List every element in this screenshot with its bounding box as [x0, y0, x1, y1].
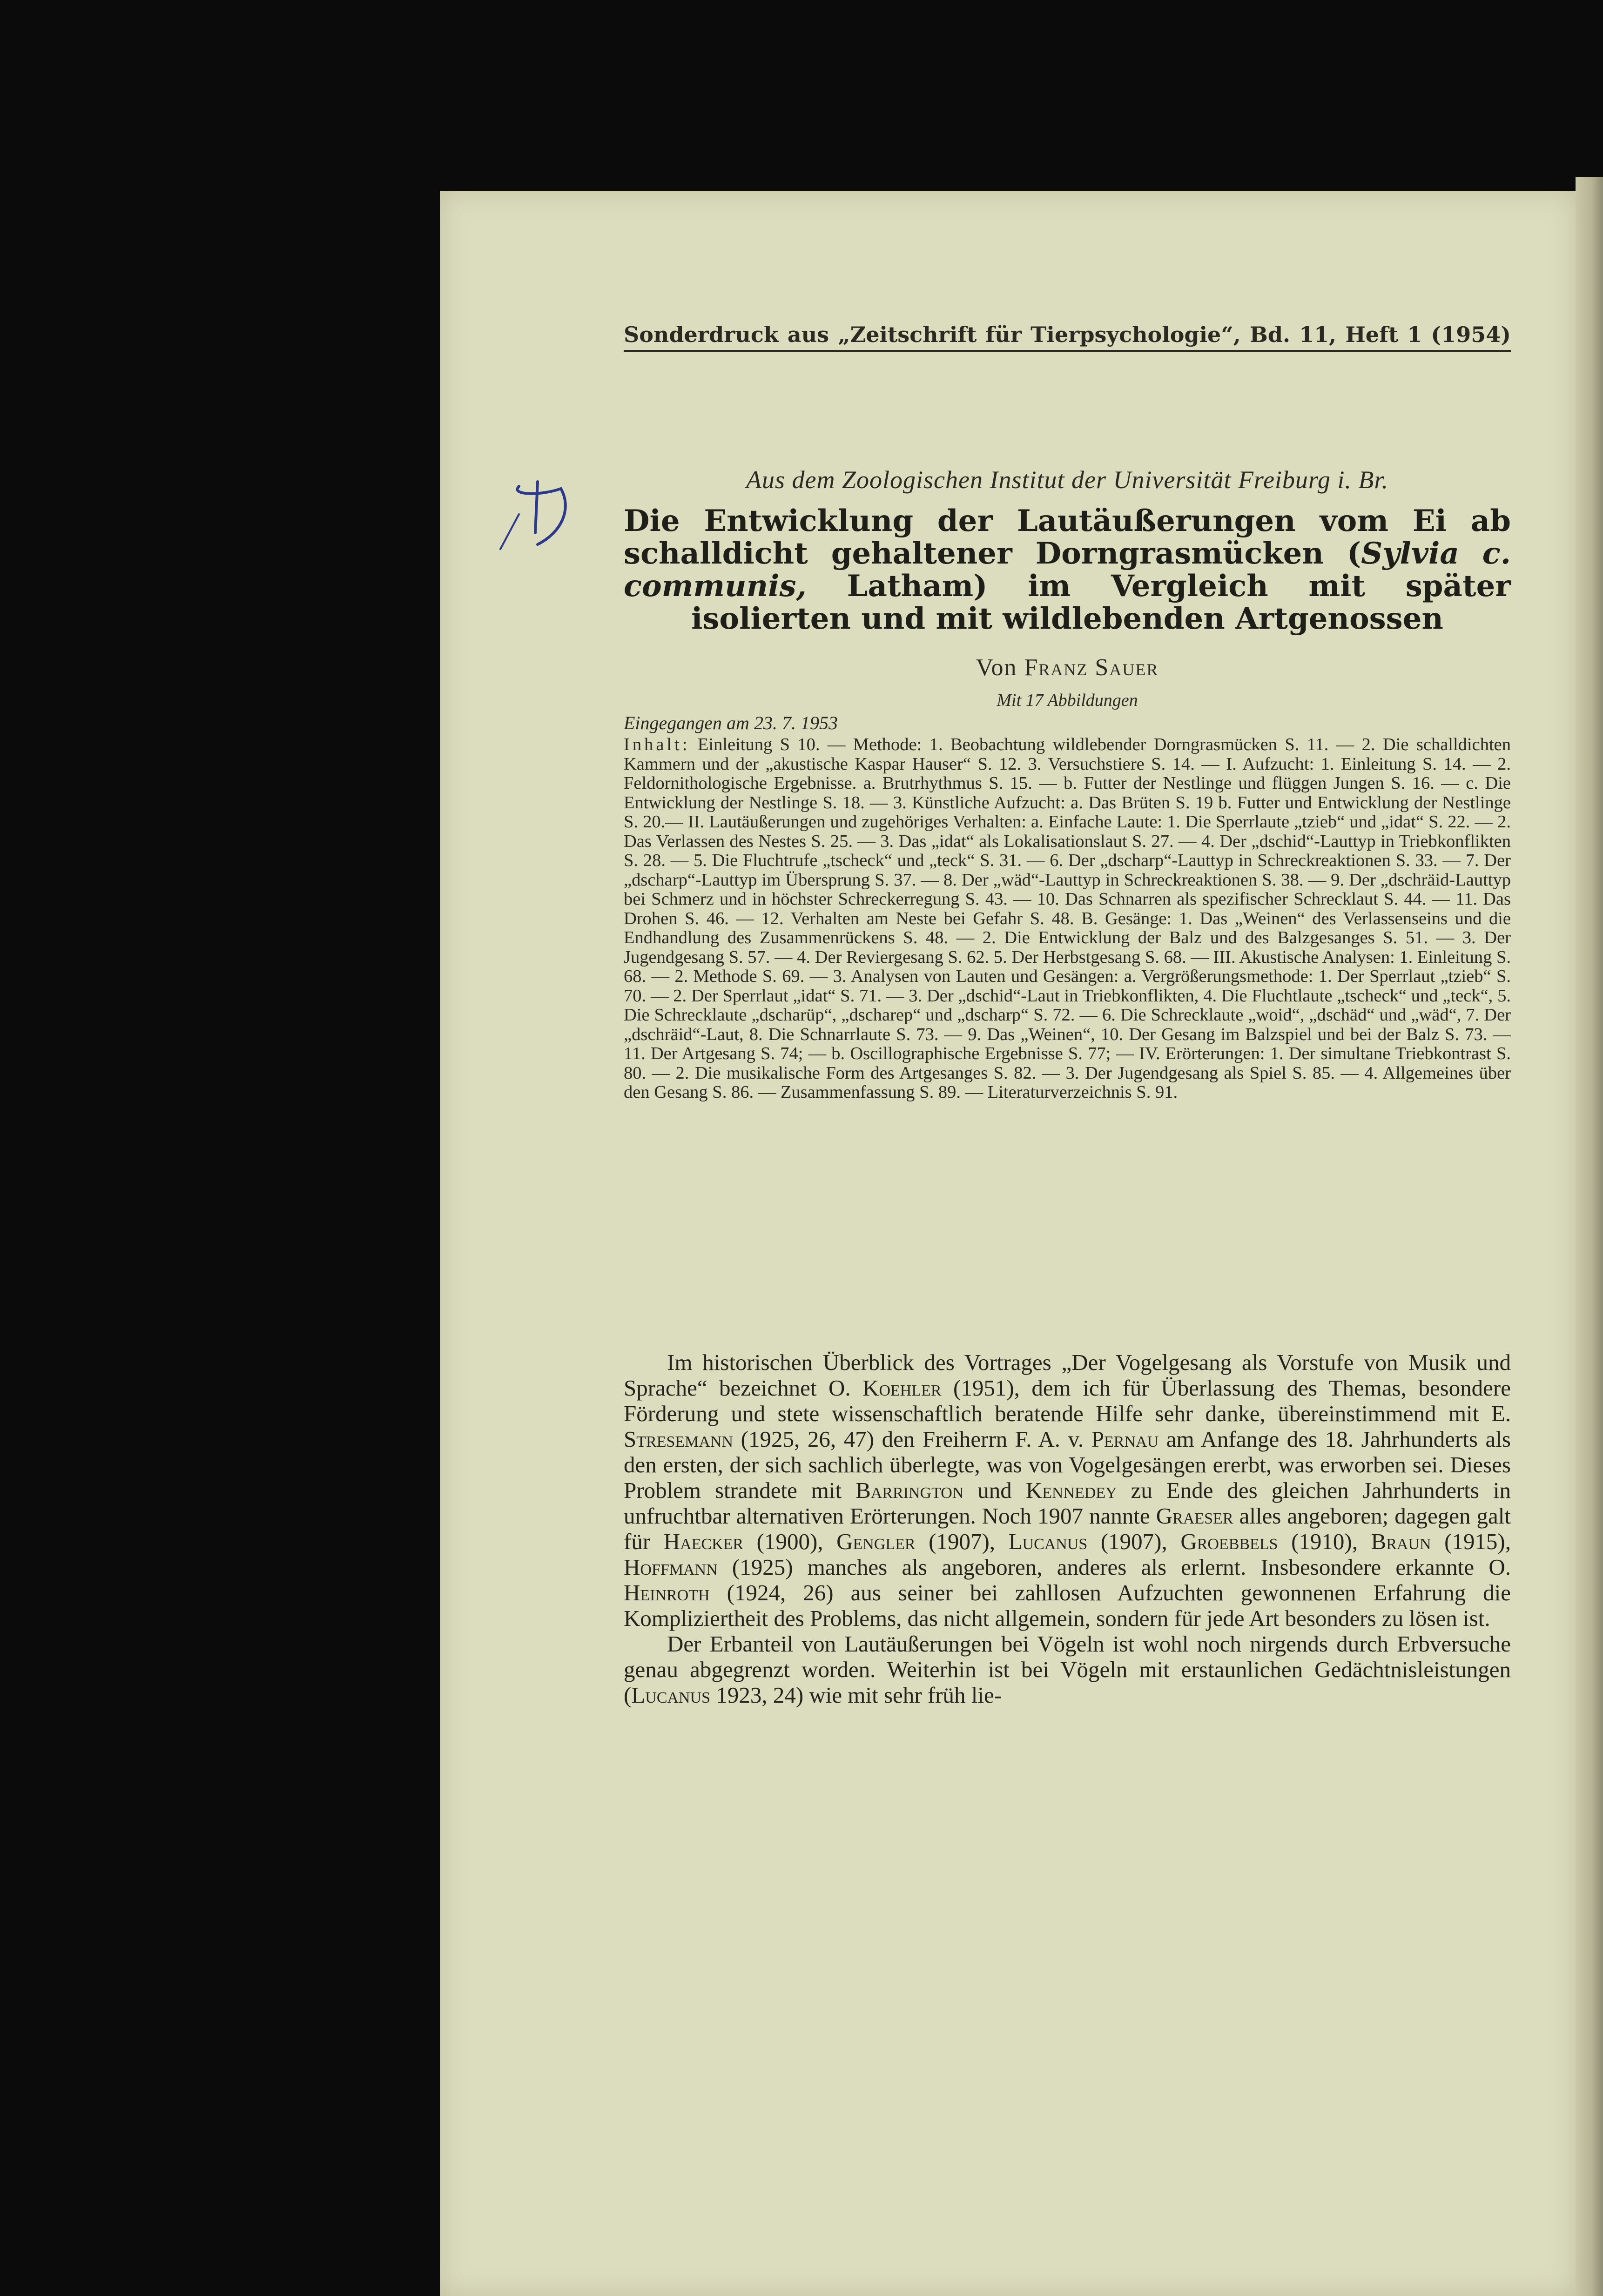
- table-of-contents: [624, 735, 1511, 1102]
- title-part-1: Die Entwicklung der Lautäußerungen vom Ei ab schalldicht gehaltener Dorngrasmücken (: [624, 504, 1511, 571]
- body-text: [624, 1349, 1511, 1708]
- offprint-header: Sonderdruck aus „Zeitschrift für Tierpsychologie“, Bd. 11, Heft 1 (1954): [624, 322, 1511, 352]
- author-ref: Koehler: [862, 1375, 942, 1401]
- text-run: am Anfange des 18. Jahrhunderts als den ersten, der sich sachlich überlegte, was von Vogelgesängen ererbt, was erworben sei. Dieses Problem strandete mit: [624, 1426, 1511, 1503]
- author-ref: Barrington: [855, 1477, 964, 1503]
- text-run: Der Erbanteil von Lautäußerungen bei Vögeln ist wohl noch nirgends durch Erbversuche genau abgegrenzt worden. Weiterhin ist bei Vögeln mit erstaunlichen Gedächtnisleistungen (: [624, 1631, 1511, 1708]
- title-species: Sylvia c. communis,: [624, 536, 1511, 604]
- contents-label: Inhalt:: [624, 735, 690, 754]
- contents-text: Einleitung S 10. — Methode: 1. Beobachtung wildlebender Dorngrasmücken S. 11. — 2. Die schalldichten Kammern und der „akustische Kaspar Hauser“ S. 12. 3. Versuchstiere S. 14. — I. Aufzucht: 1. Einleitung S. 14. — 2. Feldornithologische Ergebnisse. a. Brutrhythmus S. 15. — b. Futter der Nestlinge und flüggen Jungen S. 16. — c. Die Entwicklung der Nestlinge S. 18. — 3. Künstliche Aufzucht: a. Das Brüten S. 19 b. Futter und Entwicklung der Nestlinge S. 20.— II. Lautäußerungen und zugehöriges Verhalten: a. Einfache Laute: 1. Die Sperrlaute „tzieb“ und „idat“ S. 22. — 2. Das Verlassen des Nestes S. 25. — 3. Das „idat“ als Lokalisationslaut S. 27. — 4. Der „dschid“-Lauttyp in Triebkonflikten S. 28. — 5. Die Fluchtrufe „tscheck“ und „teck“ S. 31. — 6. Der „dscharp“-Lauttyp in Schreckreaktionen S. 33. — 7. Der „dscharp“-Lauttyp im Übersprung S. 37. — 8. Der „wäd“-Lauttyp in Schreckreaktionen S. 38. — 9. Der „dschräid-Lauttyp bei Schmerz und in höchster Schreckerregung S. 43. — 10. Das Schnarren als spezifischer Schrecklaut S. 44. — 11. Das Drohen S. 46. — 12. Verhalten am Neste bei Gefahr S. 48. B. Gesänge: 1. Das „Weinen“ des Verlassenseins und die Endhandlung des Zusammenrückens S. 48. — 2. Die Entwicklung der Balz und des Balzgesanges S. 51. — 3. Der Jugendgesang S. 57. — 4. Der Reviergesang S. 62. 5. Der Herbstgesang S. 68. — III. Akustische Analysen: 1. Einleitung S. 68. — 2. Methode S. 69. — 3. Analysen von Lauten und Gesängen: a. Vergrößerungsmethode: 1. Der Sperrlaut „tzieb“ S. 70. — 2. Der Sperrlaut „idat“ S. 71. — 3. Der „dschid“-Laut in Triebkonflikten, 4. Die Fluchtlaute „tscheck“ und „teck“, 5. Die Schrecklaute „dscharüp“, „dscharep“ und „dscharp“ S. 72. — 6. Die Schrecklaute „woid“, „dschäd“ und „wäd“, 7. Der „dschräid“-Laut, 8. Die Schnarrlaute S. 73. — 9. Das „Weinen“, 10. Der Gesang im Balzspiel und bei der Balz S. 73. — 11. Der Artgesang S. 74; — b. Oscillographische Ergebnisse S. 77; — IV. Erörterungen: 1. Der simultane Triebkontrast S. 80. — 2. Die musikalische Form des Artgesanges S. 82. — 3. Der Jugendgesang als Spiel S. 85. — 4. Allgemeines über den Gesang S. 86. — Zusammenfassung S. 89. — Literaturverzeichnis S. 91.: [624, 735, 1511, 1102]
- text-run: (1925, 26, 47) den Freiherrn F. A. v.: [733, 1426, 1091, 1452]
- paragraph-1: [624, 1349, 1511, 1631]
- text-run: zu Ende des gleichen Jahrhunderts in unfruchtbar alternativen Erörterungen. Noch 1907 nannte: [624, 1477, 1511, 1529]
- text-run: Im historischen Überblick des Vortrages „Der Vogelgesang als Vorstufe von Musik und Sprache“ bezeichnet O.: [624, 1349, 1511, 1401]
- text-run: alles angeboren; dagegen galt für: [624, 1503, 1511, 1554]
- institute-line: Aus dem Zoologischen Institut der Universität Freiburg i. Br.: [746, 466, 1388, 494]
- text-run: (1924, 26) aus seiner bei zahllosen Aufzuchten gewonnenen Erfahrung die Kompliziertheit des Problems, das nicht allgemein, sondern für jede Art besonders zu lösen ist.: [624, 1580, 1511, 1631]
- author-ref: Groebbels: [1180, 1529, 1278, 1554]
- text-run: (1910),: [1278, 1529, 1371, 1554]
- paragraph-2: [624, 1631, 1511, 1708]
- author-ref: Braun: [1371, 1529, 1431, 1554]
- received-date: Eingegangen am 23. 7. 1953: [624, 712, 838, 733]
- author-line: [624, 654, 1511, 681]
- author-ref: Lucanus: [1008, 1529, 1088, 1554]
- author-ref: Pernau: [1091, 1426, 1159, 1452]
- article-title: [624, 505, 1511, 635]
- text-run: (1951), dem ich für Überlassung des Themas, besondere Förderung und stete wissenschaftlich beratende Hilfe sehr danke, übereinstimmend mit E.: [624, 1375, 1511, 1426]
- text-run: (1900),: [743, 1529, 837, 1554]
- author-ref: Kennedey: [1025, 1477, 1117, 1503]
- text-run: (1907),: [1087, 1529, 1181, 1554]
- author-ref: Gengler: [836, 1529, 916, 1554]
- author-prefix: Von: [976, 654, 1024, 681]
- author-ref: Graeser: [1156, 1503, 1233, 1529]
- text-run: (1915),: [1431, 1529, 1511, 1554]
- author-ref: Lucanus: [631, 1682, 711, 1708]
- handwritten-mark-icon: [491, 468, 584, 593]
- author-ref: Stresemann: [624, 1426, 734, 1452]
- title-part-2: Latham) im Vergleich mit später isolierten und mit wildlebenden Artgenossen: [691, 569, 1511, 636]
- author-name: Franz Sauer: [1024, 654, 1159, 681]
- page-edge: [1576, 177, 1603, 2296]
- author-ref: Heinroth: [624, 1580, 710, 1605]
- author-ref: Haecker: [663, 1529, 744, 1554]
- author-ref: Hoffmann: [624, 1554, 718, 1580]
- text-run: 1923, 24) wie mit sehr früh lie-: [710, 1682, 1002, 1708]
- text-run: (1925) manches als angeboren, anderes als erlernt. Insbesondere erkannte O.: [717, 1554, 1511, 1580]
- text-run: (1907),: [915, 1529, 1009, 1554]
- figures-note: Mit 17 Abbildungen: [997, 691, 1138, 710]
- text-run: und: [963, 1477, 1026, 1503]
